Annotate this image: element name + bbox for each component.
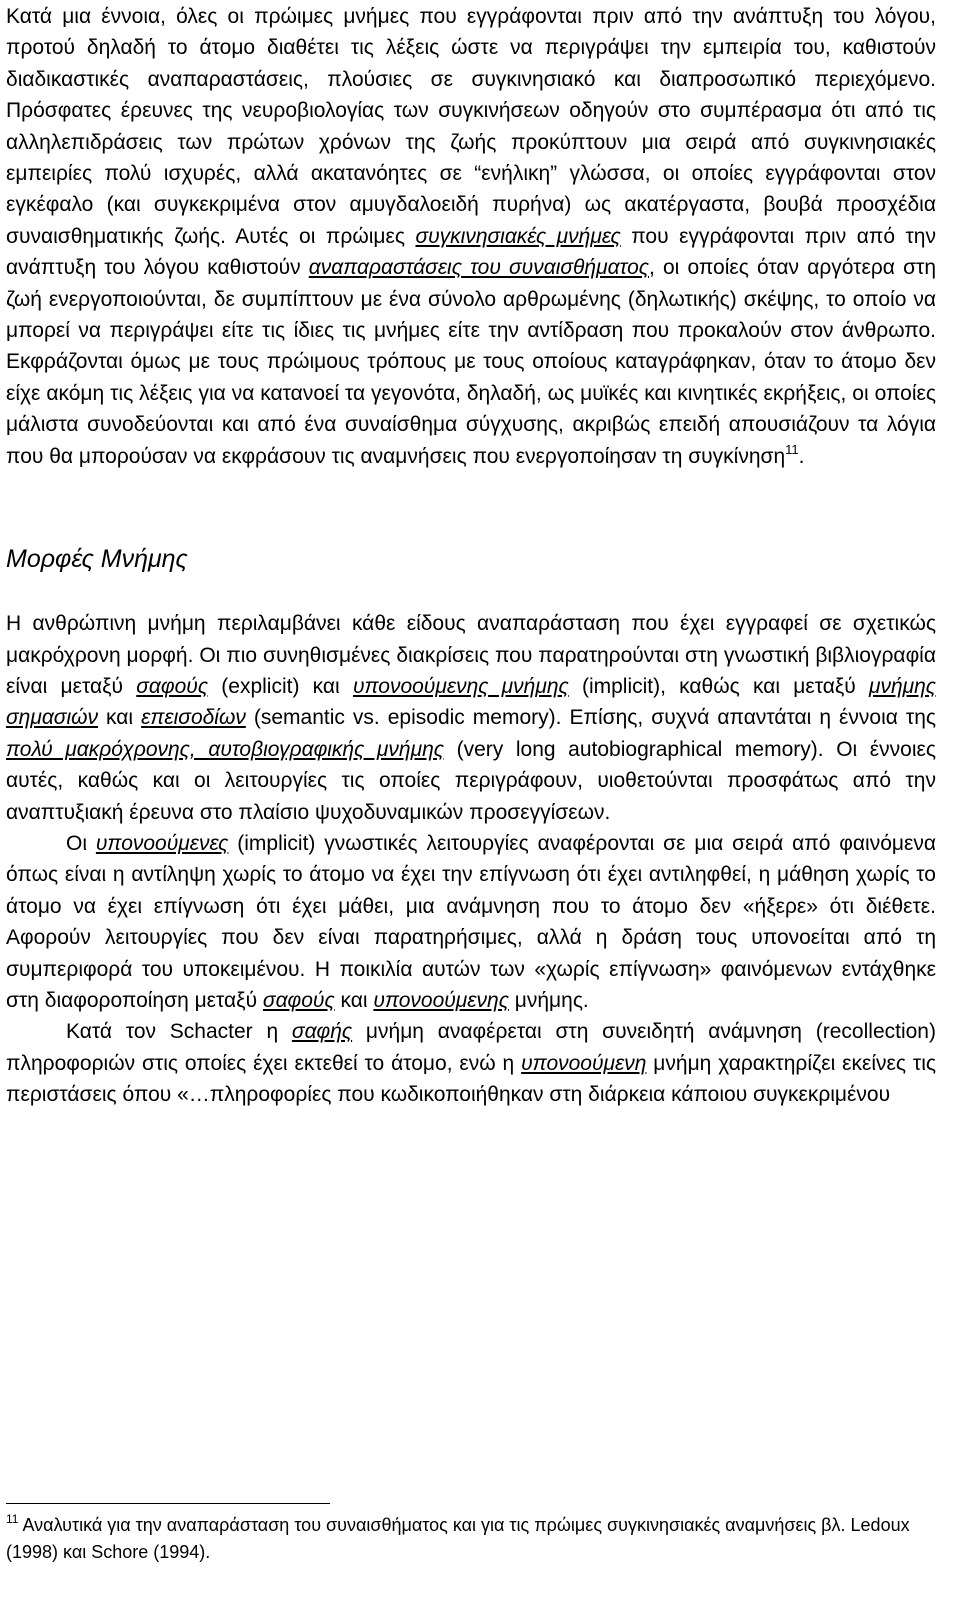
- paragraph-1-emphasis-1: συγκινησιακές μνήμες: [415, 224, 621, 248]
- footnote-separator: [6, 1503, 330, 1504]
- document-page: [6, 0, 936, 1111]
- paragraph-1-emphasis-2: αναπαραστάσεις του συναισθήματος: [308, 256, 650, 280]
- paragraph-2-emphasis-4: επεισοδίων: [141, 706, 246, 730]
- paragraph-2-emphasis-1: σαφούς: [136, 674, 209, 698]
- paragraph-3-emphasis-2: σαφούς: [262, 988, 335, 1012]
- footnote-text: Αναλυτικά για την αναπαράσταση του συναισθήματος και για τις πρώιμες συγκινησιακές αναμνήσεις βλ. Ledoux (1998) και Schore (1994).: [6, 1515, 910, 1562]
- paragraph-1-text-4: .: [798, 444, 805, 468]
- paragraph-3: [6, 828, 936, 1016]
- paragraph-2-text-3: (implicit), καθώς και μεταξύ: [568, 674, 869, 698]
- paragraph-2: [6, 608, 936, 828]
- paragraph-3-emphasis-3: υπονοούμενης: [373, 988, 509, 1012]
- paragraph-4-text-2: μνήμη αναφέρεται στη συνειδητή ανάμνηση (recollection) πληροφοριών στις οποίες έχει εκτεθεί το άτομο, ενώ η: [6, 1020, 936, 1075]
- paragraph-2-emphasis-5: πολύ μακρόχρονης, αυτοβιογραφικής μνήμης: [6, 737, 444, 761]
- paragraph-2-text-6: (very long autobiographical memory). Οι έννοιες αυτές, καθώς και οι λειτουργίες τις οποίες περιγράφουν, υιοθετούνται προσφάτως από την αναπτυξιακή έρευνα στο πλαίσιο ψυχοδυναμικών προσεγγίσεων.: [6, 737, 936, 824]
- paragraph-3-emphasis-1: υπονοούμενες: [95, 831, 229, 855]
- paragraph-4-emphasis-2: υπονοούμενη: [521, 1051, 647, 1075]
- paragraph-4-emphasis-1: σαφής: [291, 1020, 353, 1044]
- paragraph-1-text-1: Κατά μια έννοια, όλες οι πρώιμες μνήμες που εγγράφονται πριν από την ανάπτυξη του λόγου, προτού δηλαδή το άτομο διαθέτει τις λέξεις ώστε να περιγράψει την εμπειρία του, καθιστούν διαδικαστικές αναπαραστάσεις, πλούσιες σε συγκινησιακό και διαπροσωπικό περιεχόμενο. Πρόσφατες έρευνες της νευροβιολογίας των συγκινήσεων οδηγούν στο συμπέρασμα ότι από τις αλληλεπιδράσεις των πρώτων χρόνων της ζωής προκύπτουν μια σειρά από συγκινησιακές εμπειρίες πολύ ισχυρές, αλλά ακατανόητες σε “ενήλικη” γλώσσα, οι οποίες εγγράφονται στον εγκέφαλο (και συγκεκριμένα στον αμυγδαλοειδή πυρήνα) ως ακατέργαστα, βουβά προσχέδια συναισθηματικής ζωής. Αυτές οι πρώιμες: [6, 5, 936, 248]
- paragraph-3-text-3: και: [334, 988, 374, 1012]
- paragraph-1-text-3: , οι οποίες όταν αργότερα στη ζωή ενεργοποιούνται, δε συμπίπτουν με ένα σύνολο αρθρωμένης (δηλωτικής) σκέψης, το οποίο να μπορεί να περιγράψει είτε τις ίδιες τις μνήμες είτε την αντίδραση που προκαλούν στον άνθρωπο. Εκφράζονται όμως με τους πρώιμους τρόπους με τους οποίους καταγράφηκαν, όταν το άτομο δεν είχε ακόμη τις λέξεις για να κατανοεί τα γεγονότα, δηλαδή, ως μυϊκές και κινητικές εκρήξεις, οι οποίες μάλιστα συνοδεύονται και από ένα συναίσθημα σύγχυσης, ακριβώς επειδή απουσιάζουν τα λόγια που θα μπορούσαν να εκφράσουν τις αναμνήσεις που ενεργοποίησαν τη συγκίνηση: [6, 256, 936, 468]
- paragraph-3-text-2: (implicit) γνωστικές λειτουργίες αναφέρονται σε μια σειρά από φαινόμενα όπως είναι η αντίληψη χωρίς το άτομο να έχει την επίγνωση ότι έχει αντιληφθεί, η μάθηση χωρίς το άτομο να έχει επίγνωση ότι έχει μάθει, μια ανάμνηση που το άτομο δεν «ήξερε» ότι διέθετε. Αφορούν λειτουργίες που δεν είναι παρατηρήσιμες, αλλά η δράση τους υπονοείται από τη συμπεριφορά του υποκειμένου. Η ποικιλία αυτών των «χωρίς επίγνωση» φαινόμενων εντάχθηκε στη διαφοροποίηση μεταξύ: [6, 831, 936, 1012]
- paragraph-4: [6, 1016, 936, 1110]
- footnote-number: 11: [6, 1512, 19, 1526]
- paragraph-1: [6, 0, 936, 472]
- paragraph-2-emphasis-2: υπονοούμενης μνήμης: [352, 674, 569, 698]
- paragraph-4-text-3: μνήμη χαρακτηρίζει εκείνες τις περιστάσεις όπου «…πληροφορίες που κωδικοποιήθηκαν στη διάρκεια κάποιου συγκεκριμένου: [6, 1051, 936, 1107]
- paragraph-4-text-1: Κατά τον Schacter η: [66, 1020, 292, 1044]
- paragraph-3-text-4: μνήμης.: [508, 988, 589, 1012]
- paragraph-3-text-1: Οι: [66, 831, 96, 855]
- paragraph-2-text-4: και: [98, 706, 142, 730]
- paragraph-2-text-1: Η ανθρώπινη μνήμη περιλαμβάνει κάθε είδους αναπαράσταση που έχει εγγραφεί σε σχετικώς μακρόχρονη μορφή. Οι πιο συνηθισμένες διακρίσεις που παρατηρούνται στη γνωστική βιβλιογραφία είναι μεταξύ: [6, 612, 936, 698]
- footnote: [6, 1512, 936, 1566]
- paragraph-2-text-5: (semantic vs. episodic memory). Επίσης, συχνά απαντάται η έννοια της: [245, 706, 936, 730]
- paragraph-2-text-2: (explicit) και: [208, 674, 353, 698]
- section-heading: Μορφές Μνήμης: [6, 545, 188, 574]
- paragraph-1-text-2: που εγγράφονται πριν από την ανάπτυξη του λόγου καθιστούν: [6, 224, 936, 280]
- paragraph-2-emphasis-3: μνήμης σημασιών: [6, 674, 936, 730]
- footnote-reference[interactable]: 11: [785, 441, 799, 457]
